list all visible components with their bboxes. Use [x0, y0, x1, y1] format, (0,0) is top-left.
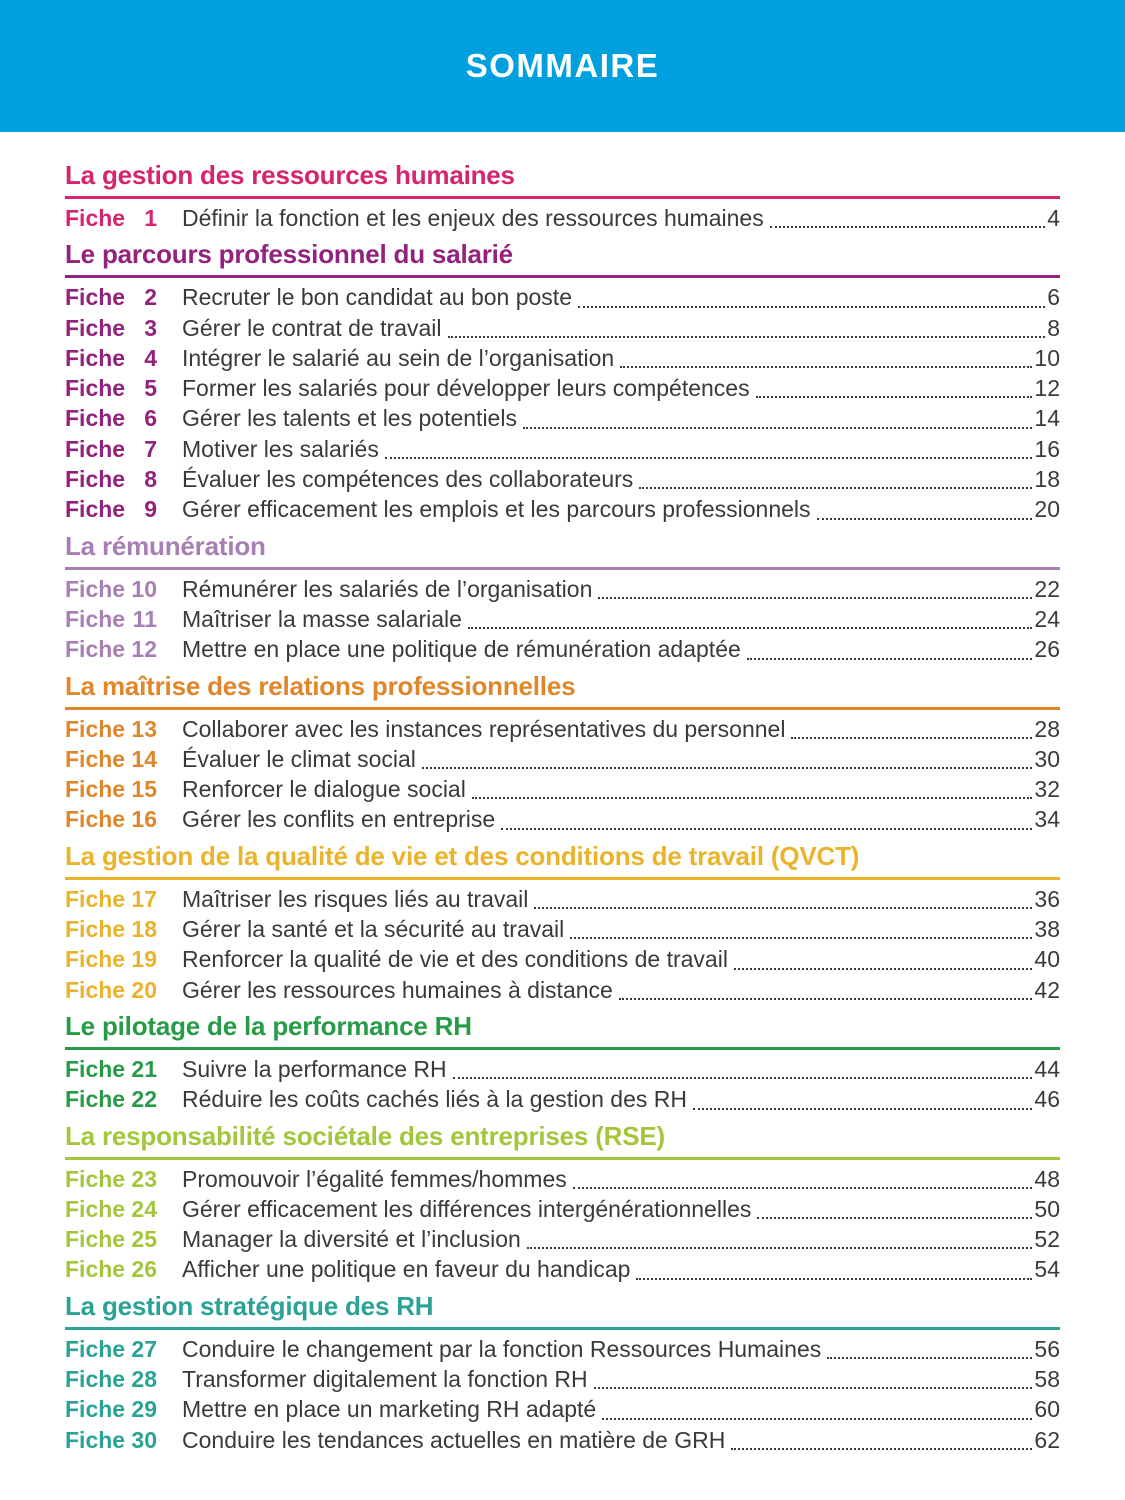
dots-leader [570, 937, 1032, 939]
fiche-word: Fiche [65, 885, 126, 912]
entry-title: Gérer efficacement les différences intergénérationnelles [182, 1195, 752, 1222]
page-number: 36 [1034, 885, 1060, 912]
toc-entry [65, 345, 1060, 375]
fiche-label [65, 977, 157, 1004]
toc-entry [65, 606, 1060, 636]
page-number: 32 [1034, 776, 1060, 803]
entry-title: Conduire les tendances actuelles en matière de GRH [182, 1426, 726, 1453]
toc-entry [65, 284, 1060, 314]
fiche-number: 10 [131, 575, 157, 602]
fiche-word: Fiche [65, 806, 126, 833]
entry-title: Manager la diversité et l’inclusion [182, 1226, 521, 1253]
section-heading: La rémunération [65, 531, 1060, 570]
fiche-label [65, 636, 157, 663]
toc-entry [65, 205, 1060, 235]
fiche-label [65, 1336, 157, 1363]
fiche-label [65, 576, 157, 603]
page-number: 56 [1034, 1335, 1060, 1362]
fiche-number: 16 [131, 806, 157, 833]
page-number: 6 [1047, 284, 1060, 311]
entry-title: Gérer la santé et la sécurité au travail [182, 916, 565, 943]
entry-title: Motiver les salariés [182, 435, 379, 462]
toc-section [65, 1121, 1060, 1287]
entry-title: Évaluer le climat social [182, 745, 416, 772]
fiche-label [65, 1396, 157, 1423]
toc-section [65, 671, 1060, 837]
entry-title: Réduire les coûts cachés liés à la gestion des RH [182, 1086, 687, 1113]
toc-entry [65, 1226, 1060, 1256]
page-number: 48 [1034, 1165, 1060, 1192]
fiche-number: 6 [144, 405, 157, 432]
section-heading: La gestion stratégique des RH [65, 1291, 1060, 1330]
toc [0, 160, 1125, 1457]
fiche-label [65, 606, 157, 633]
page-number: 24 [1034, 605, 1060, 632]
fiche-number: 19 [131, 946, 157, 973]
fiche-label [65, 496, 157, 523]
fiche-number: 13 [131, 715, 157, 742]
fiche-label [65, 776, 157, 803]
page-title: SOMMAIRE [465, 47, 660, 84]
dots-leader [734, 968, 1032, 970]
entry-title: Définir la fonction et les enjeux des ressources humaines [182, 205, 764, 231]
page-number: 44 [1034, 1055, 1060, 1082]
entry-title: Conduire le changement par la fonction Ressources Humaines [182, 1335, 822, 1362]
page-number: 52 [1034, 1226, 1060, 1253]
entry-title: Évaluer les compétences des collaborateurs [182, 466, 634, 493]
fiche-word: Fiche [65, 1226, 126, 1253]
dots-leader [385, 457, 1033, 459]
toc-entry [65, 916, 1060, 946]
dots-leader [527, 1247, 1033, 1249]
page-number: 30 [1034, 745, 1060, 772]
fiche-word: Fiche [65, 1055, 126, 1082]
page-number: 42 [1034, 976, 1060, 1003]
dots-leader [598, 597, 1032, 599]
fiche-number: 7 [144, 435, 157, 462]
fiche-number: 5 [144, 375, 157, 402]
entry-title: Gérer les talents et les potentiels [182, 405, 517, 432]
fiche-label [65, 1056, 157, 1083]
fiche-number: 12 [131, 636, 157, 663]
dots-leader [756, 396, 1033, 398]
page-number: 16 [1034, 435, 1060, 462]
page-header-band [0, 0, 1125, 132]
toc-entry [65, 636, 1060, 666]
entry-title: Former les salariés pour développer leurs compétences [182, 375, 750, 402]
dots-leader [523, 427, 1032, 429]
page-number: 22 [1034, 575, 1060, 602]
entry-title: Transformer digitalement la fonction RH [182, 1366, 588, 1393]
fiche-label [65, 315, 157, 342]
fiche-word: Fiche [65, 405, 126, 432]
fiche-number: 14 [131, 745, 157, 772]
entry-title: Gérer les ressources humaines à distance [182, 976, 613, 1003]
toc-entry [65, 436, 1060, 466]
fiche-label [65, 436, 157, 463]
toc-section [65, 160, 1060, 235]
fiche-word: Fiche [65, 636, 126, 663]
entry-title: Promouvoir l’égalité femmes/hommes [182, 1165, 567, 1192]
dots-leader [501, 828, 1032, 830]
dots-leader [693, 1108, 1032, 1110]
dots-leader [791, 737, 1032, 739]
dots-leader [602, 1418, 1032, 1420]
fiche-word: Fiche [65, 1426, 126, 1453]
fiche-label [65, 1196, 157, 1223]
fiche-label [65, 916, 157, 943]
entry-title: Mettre en place une politique de rémunération adaptée [182, 636, 741, 663]
page-number: 34 [1034, 806, 1060, 833]
dots-leader [620, 366, 1032, 368]
dots-leader [636, 1278, 1032, 1280]
fiche-label [65, 205, 157, 232]
fiche-label [65, 1427, 157, 1454]
toc-entry [65, 1196, 1060, 1226]
toc-section [65, 1011, 1060, 1117]
fiche-label [65, 375, 157, 402]
section-entries [65, 576, 1060, 667]
toc-entry [65, 375, 1060, 405]
entry-title: Maîtriser la masse salariale [182, 605, 462, 632]
toc-entry [65, 776, 1060, 806]
fiche-label [65, 716, 157, 743]
toc-entry [65, 886, 1060, 916]
page-number: 50 [1034, 1195, 1060, 1222]
fiche-word: Fiche [65, 605, 126, 632]
dots-leader [747, 658, 1033, 660]
toc-entry [65, 716, 1060, 746]
dots-leader [453, 1077, 1033, 1079]
dots-leader [594, 1387, 1033, 1389]
fiche-word: Fiche [65, 1366, 126, 1393]
toc-entry [65, 1166, 1060, 1196]
section-heading: La gestion de la qualité de vie et des conditions de travail (QVCT) [65, 841, 1060, 880]
toc-entry [65, 806, 1060, 836]
fiche-word: Fiche [65, 976, 126, 1003]
fiche-word: Fiche [65, 575, 126, 602]
toc-entry [65, 1086, 1060, 1116]
page-number: 58 [1034, 1366, 1060, 1393]
fiche-label [65, 466, 157, 493]
section-heading: La gestion des ressources humaines [65, 160, 1060, 199]
toc-entry [65, 1336, 1060, 1366]
page-number: 8 [1047, 314, 1060, 341]
fiche-label [65, 746, 157, 773]
page-number: 4 [1047, 205, 1060, 231]
page-number: 12 [1034, 375, 1060, 402]
fiche-word: Fiche [65, 1165, 126, 1192]
page-number: 40 [1034, 946, 1060, 973]
fiche-label [65, 284, 157, 311]
fiche-word: Fiche [65, 1086, 126, 1113]
fiche-number: 2 [144, 284, 157, 311]
fiche-number: 9 [144, 496, 157, 523]
section-entries [65, 1056, 1060, 1117]
section-heading: La responsabilité sociétale des entreprises (RSE) [65, 1121, 1060, 1160]
toc-entry [65, 1056, 1060, 1086]
fiche-label [65, 1256, 157, 1283]
entry-title: Rémunérer les salariés de l’organisation [182, 575, 593, 602]
fiche-number: 11 [132, 605, 157, 632]
toc-entry [65, 576, 1060, 606]
fiche-word: Fiche [65, 946, 126, 973]
dots-leader [448, 336, 1046, 338]
dots-leader [472, 797, 1033, 799]
section-entries [65, 1336, 1060, 1457]
toc-entry [65, 1256, 1060, 1286]
fiche-number: 17 [131, 885, 157, 912]
entry-title: Gérer efficacement les emplois et les parcours professionnels [182, 496, 811, 523]
entry-title: Afficher une politique en faveur du handicap [182, 1256, 631, 1283]
toc-entry [65, 1396, 1060, 1426]
section-entries [65, 886, 1060, 1007]
fiche-label [65, 806, 157, 833]
fiche-label [65, 1366, 157, 1393]
dots-leader [468, 627, 1032, 629]
toc-entry [65, 746, 1060, 776]
toc-entry [65, 466, 1060, 496]
dots-leader [827, 1357, 1032, 1359]
fiche-label [65, 946, 157, 973]
dots-leader [578, 306, 1045, 308]
fiche-number: 3 [144, 314, 157, 341]
fiche-number: 21 [131, 1055, 157, 1082]
section-heading: Le parcours professionnel du salarié [65, 239, 1060, 278]
fiche-word: Fiche [65, 205, 126, 231]
fiche-number: 8 [144, 466, 157, 493]
page-number: 62 [1034, 1426, 1060, 1453]
entry-title: Gérer les conflits en entreprise [182, 806, 496, 833]
page-number: 14 [1034, 405, 1060, 432]
dots-leader [639, 487, 1032, 489]
dots-leader [573, 1187, 1033, 1189]
fiche-word: Fiche [65, 1335, 126, 1362]
fiche-label [65, 345, 157, 372]
page-number: 18 [1034, 466, 1060, 493]
fiche-label [65, 1226, 157, 1253]
page-number: 20 [1034, 496, 1060, 523]
fiche-label [65, 405, 157, 432]
entry-title: Renforcer le dialogue social [182, 776, 466, 803]
page-number: 46 [1034, 1086, 1060, 1113]
dots-leader [422, 767, 1032, 769]
toc-entry [65, 977, 1060, 1007]
dots-leader [770, 226, 1046, 228]
fiche-number: 28 [131, 1366, 157, 1393]
fiche-word: Fiche [65, 344, 126, 371]
section-entries [65, 1166, 1060, 1287]
fiche-number: 29 [131, 1396, 157, 1423]
toc-section [65, 239, 1060, 526]
toc-entry [65, 946, 1060, 976]
fiche-number: 18 [131, 916, 157, 943]
section-heading: La maîtrise des relations professionnelles [65, 671, 1060, 710]
fiche-label [65, 886, 157, 913]
fiche-word: Fiche [65, 715, 126, 742]
toc-entry [65, 496, 1060, 526]
toc-section [65, 841, 1060, 1007]
fiche-word: Fiche [65, 1396, 126, 1423]
entry-title: Renforcer la qualité de vie et des conditions de travail [182, 946, 728, 973]
toc-entry [65, 1427, 1060, 1457]
page-number: 26 [1034, 636, 1060, 663]
entry-title: Maîtriser les risques liés au travail [182, 885, 529, 912]
fiche-number: 27 [131, 1335, 157, 1362]
page-number: 28 [1034, 715, 1060, 742]
entry-title: Mettre en place un marketing RH adapté [182, 1396, 597, 1423]
page-number: 10 [1034, 344, 1060, 371]
fiche-word: Fiche [65, 375, 126, 402]
fiche-word: Fiche [65, 435, 126, 462]
toc-entry [65, 405, 1060, 435]
fiche-number: 23 [131, 1165, 157, 1192]
fiche-label [65, 1166, 157, 1193]
fiche-word: Fiche [65, 496, 126, 523]
toc-entry [65, 315, 1060, 345]
dots-leader [619, 998, 1033, 1000]
section-entries [65, 716, 1060, 837]
fiche-word: Fiche [65, 776, 126, 803]
fiche-number: 15 [131, 776, 157, 803]
fiche-word: Fiche [65, 284, 126, 311]
fiche-number: 26 [131, 1256, 157, 1283]
fiche-number: 4 [144, 344, 157, 371]
fiche-word: Fiche [65, 916, 126, 943]
section-entries [65, 284, 1060, 526]
fiche-label [65, 1086, 157, 1113]
page-number: 38 [1034, 916, 1060, 943]
section-entries [65, 205, 1060, 235]
fiche-number: 20 [131, 976, 157, 1003]
dots-leader [534, 907, 1032, 909]
fiche-number: 1 [144, 205, 157, 231]
entry-title: Collaborer avec les instances représentatives du personnel [182, 715, 786, 742]
toc-section [65, 531, 1060, 667]
fiche-word: Fiche [65, 466, 126, 493]
fiche-number: 25 [131, 1226, 157, 1253]
section-heading: Le pilotage de la performance RH [65, 1011, 1060, 1050]
fiche-number: 24 [131, 1195, 157, 1222]
toc-entry [65, 1366, 1060, 1396]
dots-leader [757, 1217, 1032, 1219]
entry-title: Intégrer le salarié au sein de l’organisation [182, 344, 615, 371]
entry-title: Recruter le bon candidat au bon poste [182, 284, 572, 311]
fiche-number: 30 [131, 1426, 157, 1453]
fiche-word: Fiche [65, 1195, 126, 1222]
fiche-word: Fiche [65, 314, 126, 341]
fiche-word: Fiche [65, 745, 126, 772]
dots-leader [817, 518, 1033, 520]
entry-title: Suivre la performance RH [182, 1055, 447, 1082]
page-number: 54 [1034, 1256, 1060, 1283]
page-number: 60 [1034, 1396, 1060, 1423]
fiche-number: 22 [131, 1086, 157, 1113]
toc-section [65, 1291, 1060, 1457]
fiche-word: Fiche [65, 1256, 126, 1283]
entry-title: Gérer le contrat de travail [182, 314, 442, 341]
dots-leader [731, 1448, 1032, 1450]
